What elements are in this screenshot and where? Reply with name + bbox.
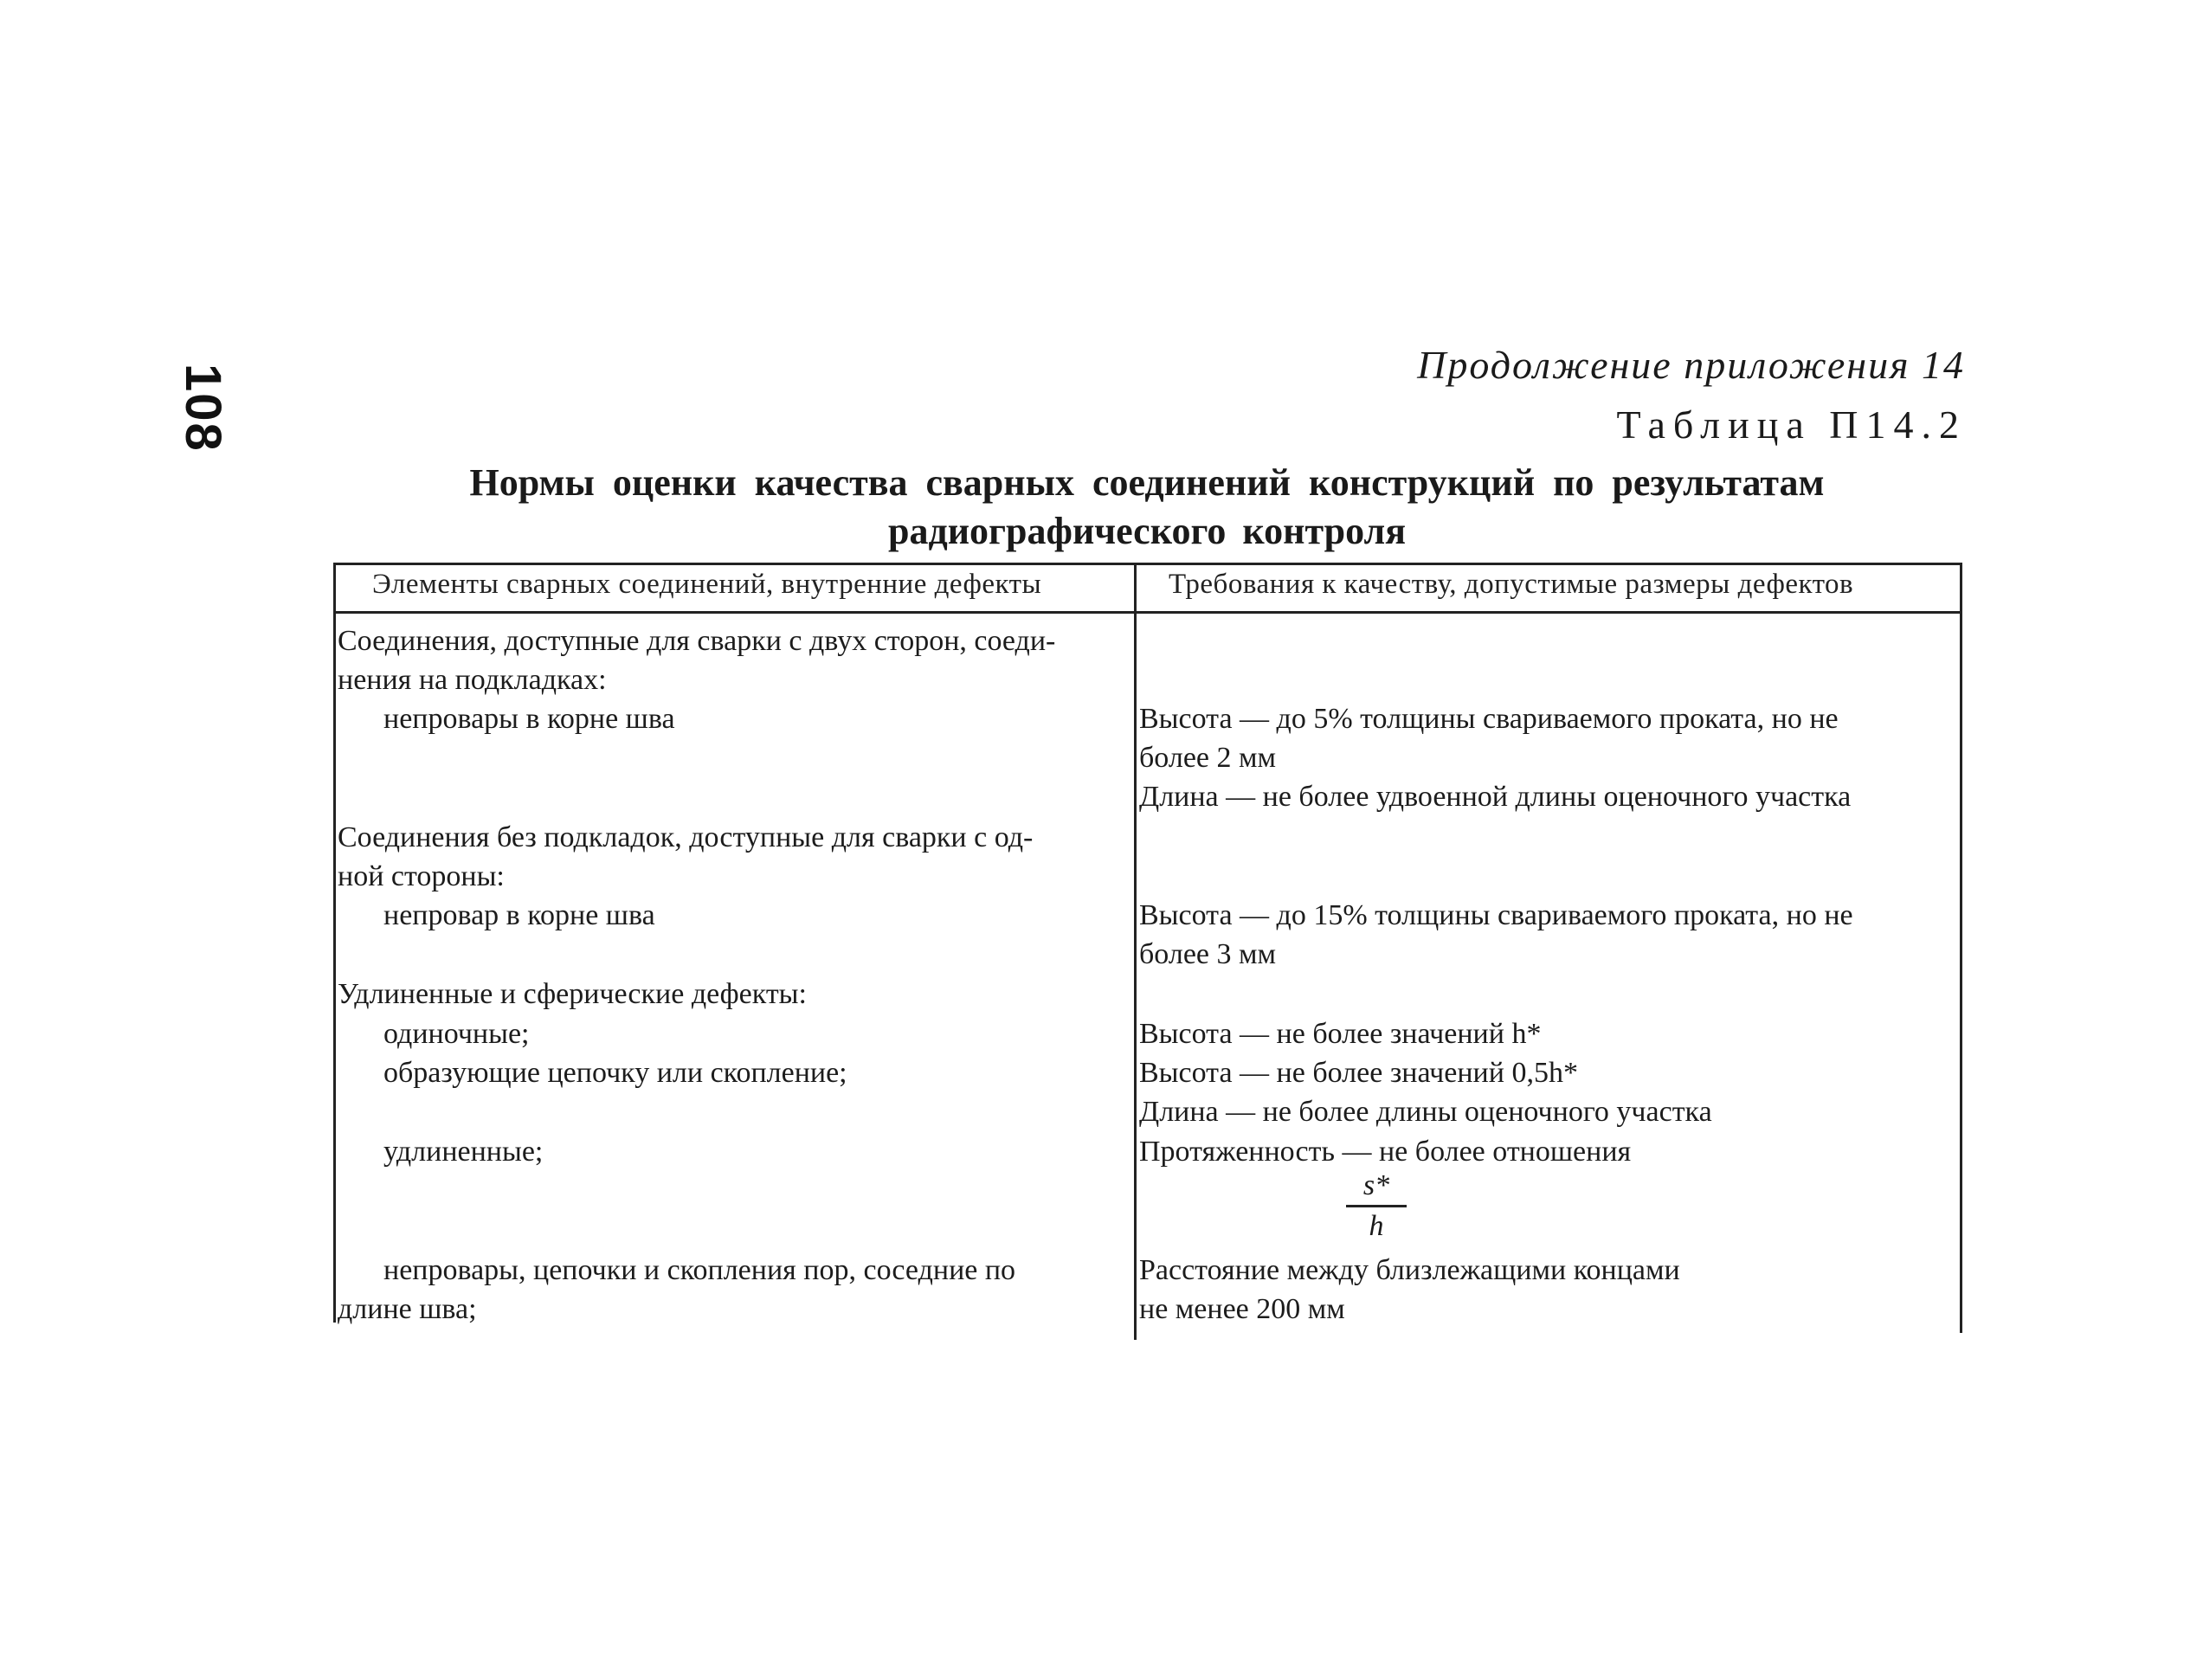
page-number: 108: [175, 364, 231, 453]
left-cell-text: непровары в корне шва: [383, 703, 675, 735]
left-cell-text: непровар в корне шва: [383, 899, 655, 931]
right-cell-text: не менее 200 мм: [1139, 1293, 1345, 1325]
left-cell-text: удлиненные;: [383, 1136, 544, 1168]
table-title: [346, 459, 1948, 556]
right-cell-text: Высота — до 15% толщины свариваемого проката, но не: [1139, 899, 1853, 931]
column-header-elements: Элементы сварных соединений, внутренние дефекты: [372, 569, 1042, 600]
column-header-requirements: Требования к качеству, допустимые размеры дефектов: [1169, 569, 1854, 600]
right-cell-text: Высота — не более значений h*: [1139, 1018, 1542, 1050]
left-cell-text: одиночные;: [383, 1018, 530, 1050]
right-cell-text: Высота — не более значений 0,5h*: [1139, 1057, 1578, 1089]
left-cell-text: образующие цепочку или скопление;: [383, 1057, 847, 1089]
right-cell-text: более 3 мм: [1139, 938, 1277, 970]
right-cell-text: Длина — не более удвоенной длины оценочного участка: [1139, 781, 1852, 813]
fraction-numerator: s*: [1346, 1168, 1407, 1207]
table-top-border: [333, 563, 1962, 565]
left-cell-text: Удлиненные и сферические дефекты:: [338, 978, 807, 1010]
left-cell-text: нения на подкладках:: [338, 664, 607, 696]
table-column-divider: [1134, 563, 1137, 1340]
table-label: Таблица П14.2: [1616, 402, 1967, 447]
table-title-line-2: радиографического контроля: [887, 510, 1407, 552]
left-cell-text: длине шва;: [338, 1293, 477, 1325]
left-cell-text: Соединения, доступные для сварки с двух сторон, соеди-: [338, 625, 1056, 657]
ratio-fraction: [1346, 1168, 1407, 1244]
right-cell-text: более 2 мм: [1139, 742, 1277, 774]
table-right-border: [1960, 563, 1962, 1333]
left-cell-text: Соединения без подкладок, доступные для сварки с од-: [338, 821, 1034, 853]
table-title-line-1: Нормы оценки качества сварных соединений конструкций по результатам: [469, 461, 1825, 504]
right-cell-text: Высота — до 5% толщины свариваемого проката, но не: [1139, 703, 1839, 735]
continuation-heading: Продолжение приложения 14: [1417, 343, 1965, 387]
fraction-denominator: h: [1369, 1210, 1384, 1242]
table-left-border: [333, 563, 336, 1323]
table-header-border: [333, 611, 1962, 614]
left-cell-text: ной стороны:: [338, 860, 505, 892]
right-cell-text: Длина — не более длины оценочного участка: [1139, 1096, 1712, 1128]
right-cell-text: Протяженность — не более отношения: [1139, 1136, 1632, 1168]
right-cell-text: Расстояние между близлежащими концами: [1139, 1254, 1680, 1286]
left-cell-text: непровары, цепочки и скопления пор, соседние по: [383, 1254, 1016, 1286]
